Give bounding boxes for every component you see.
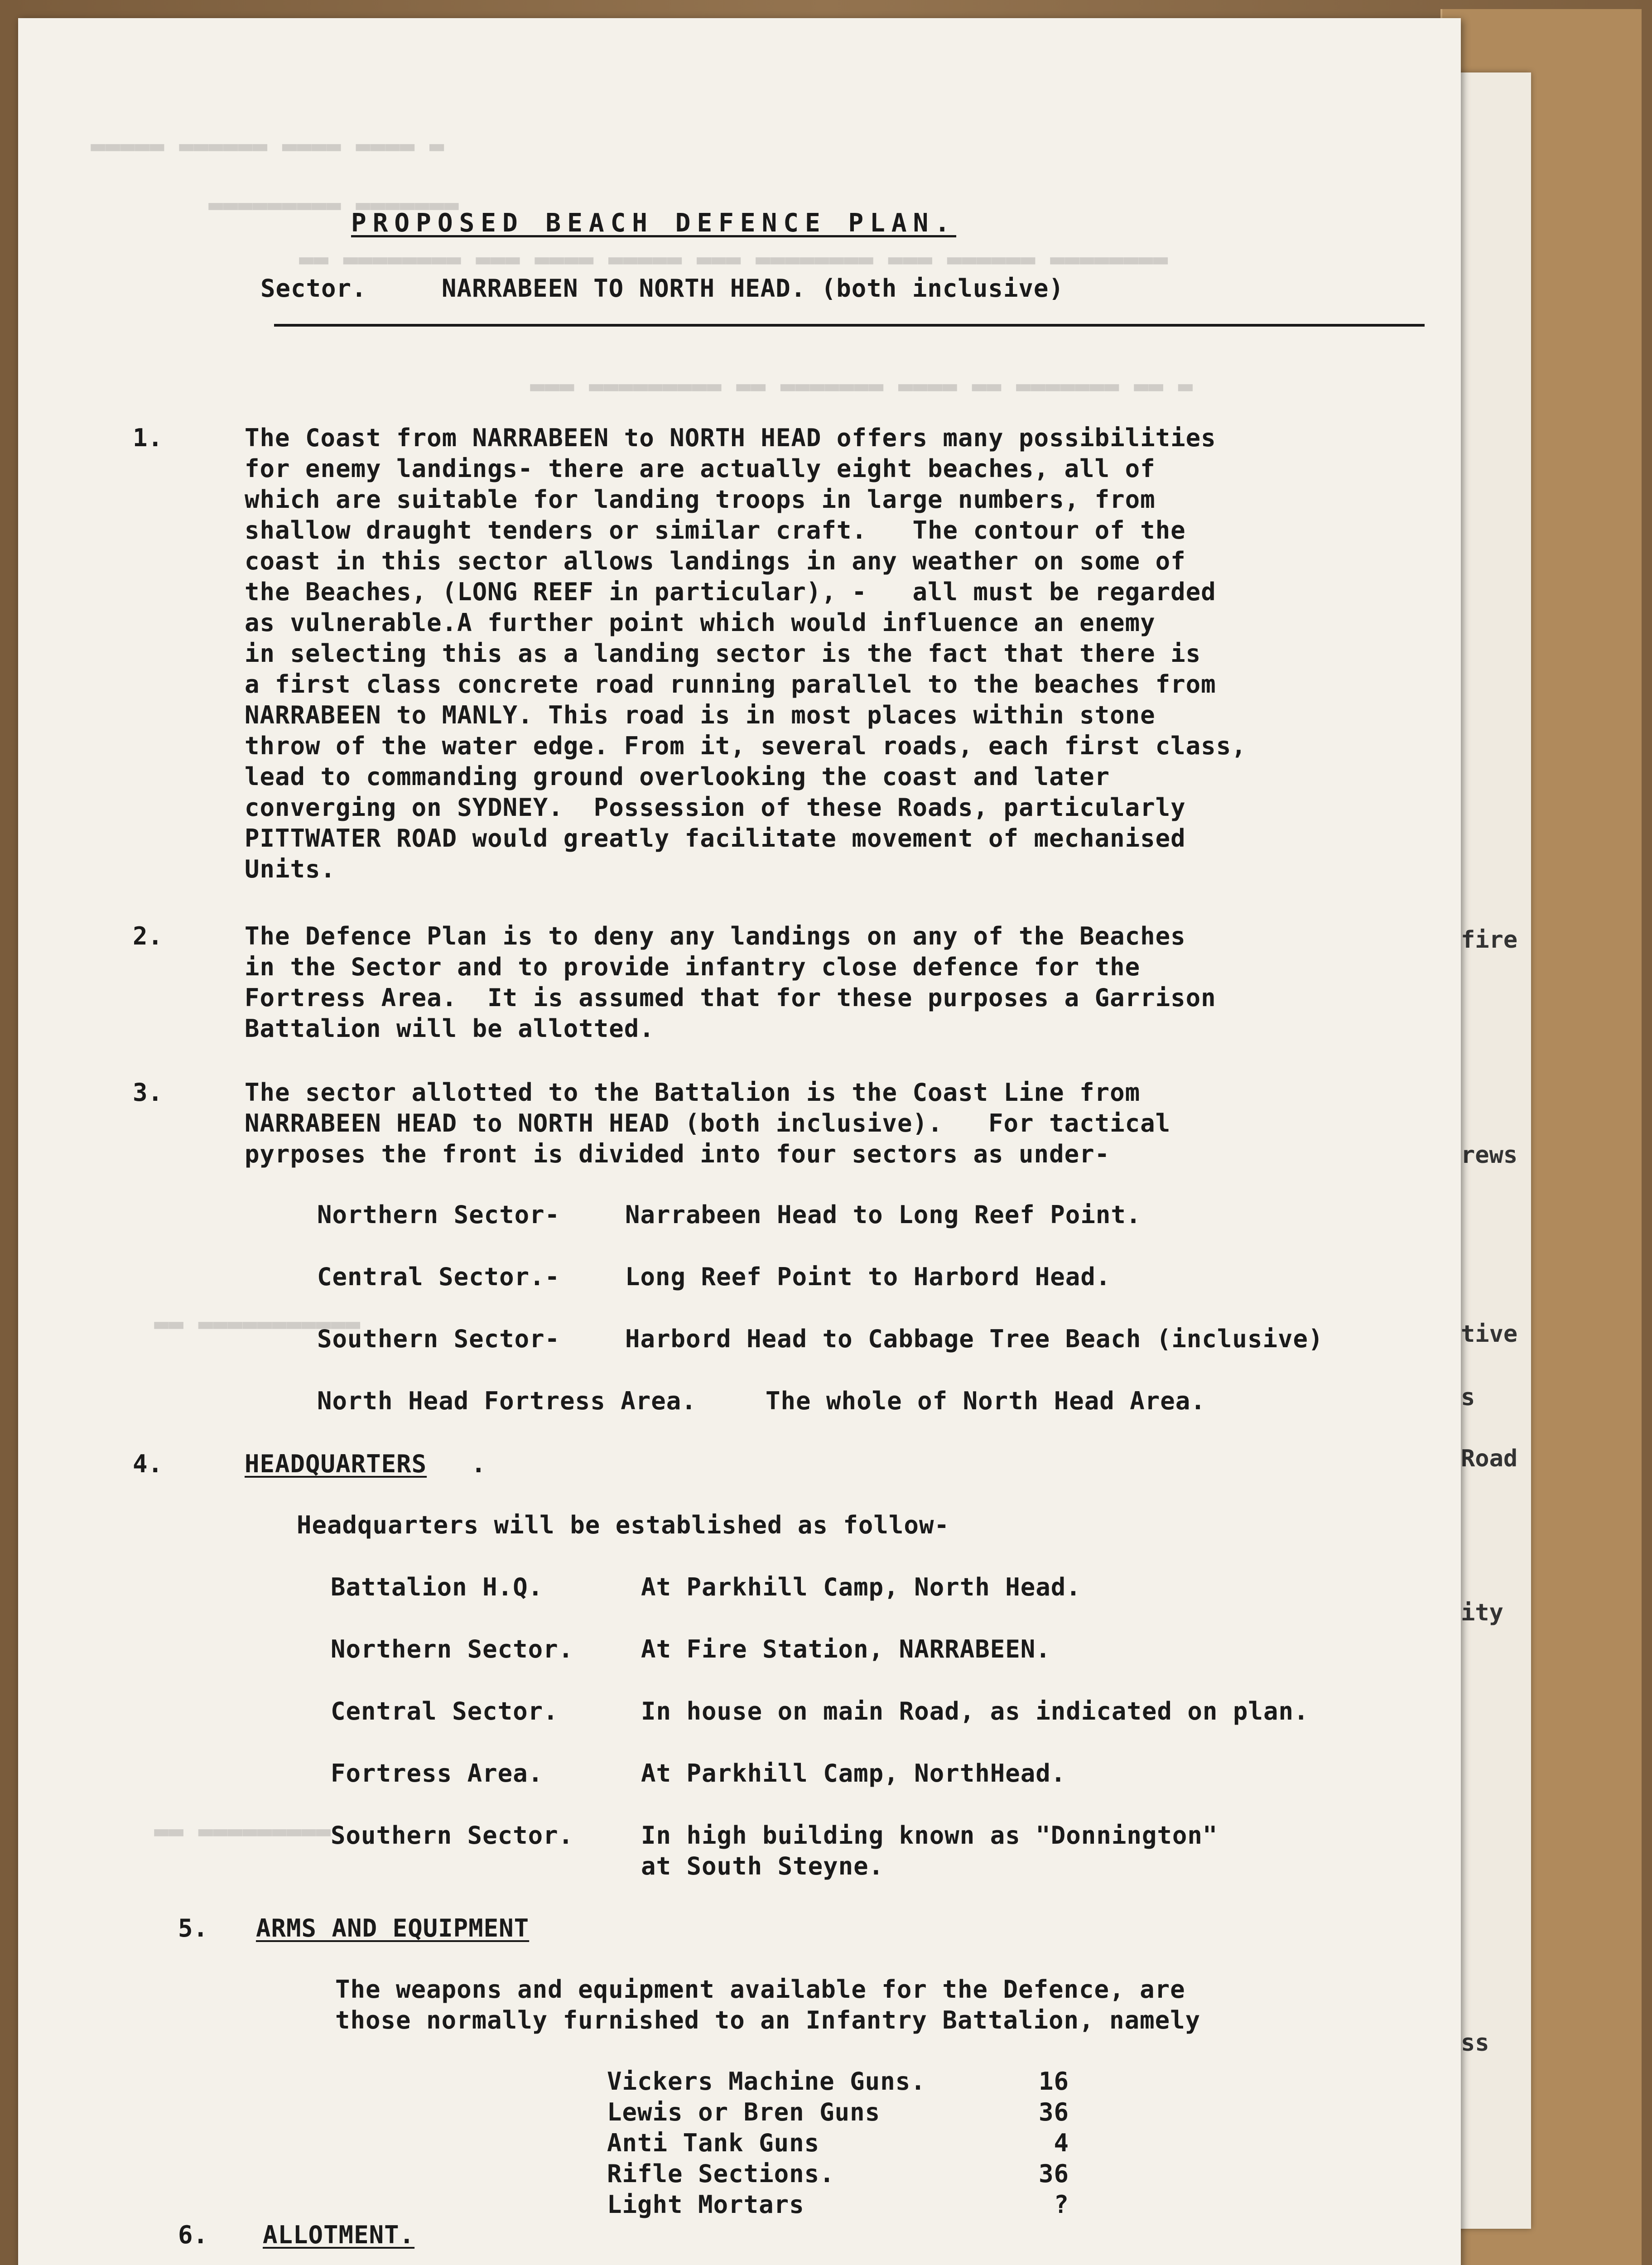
section-heading: ARMS AND EQUIPMENT xyxy=(256,1914,530,1942)
hq-label: Southern Sector. xyxy=(331,1821,574,1850)
paragraph-1-line: PITTWATER ROAD would greatly facilitate movement of mechanised xyxy=(245,824,1186,853)
sector-name: Southern Sector- xyxy=(317,1325,560,1353)
paragraph-1-line: The Coast from NARRABEEN to NORTH HEAD offers many possibilities xyxy=(245,424,1216,452)
paragraph-3-line: pyrposes the front is divided into four sectors as under- xyxy=(245,1140,1110,1168)
paragraph-5-line: The weapons and equipment available for the Defence, are xyxy=(335,1975,1185,2004)
paragraph-number: 2. xyxy=(132,922,163,950)
paragraph-1-line: Units. xyxy=(245,855,336,883)
paragraph-number: 6. xyxy=(178,2221,208,2249)
bleed-through-text: ▬▬ ▬▬▬▬▬▬▬▬ ▬▬▬ ▬▬▬▬ ▬▬▬▬▬ ▬▬▬ ▬▬▬▬▬▬▬▬ ▬▬▬ ▬▬▬▬▬▬ ▬▬▬▬▬▬▬▬ xyxy=(299,245,1168,273)
paragraph-2-line: Fortress Area. It is assumed that for these purposes a Garrison xyxy=(245,983,1216,1012)
hq-label: Central Sector. xyxy=(331,1697,559,1725)
hq-location: In high building known as "Donnington" xyxy=(641,1821,1218,1850)
typed-page xyxy=(18,18,1461,2265)
edge-fragment: tive xyxy=(1461,1320,1518,1348)
edge-fragment: s xyxy=(1461,1384,1475,1411)
hq-location: At Fire Station, NARRABEEN. xyxy=(641,1635,1051,1663)
paragraph-number: 1. xyxy=(132,424,163,452)
hq-location: At Parkhill Camp, NorthHead. xyxy=(641,1759,1066,1788)
edge-fragment: rews xyxy=(1461,1142,1518,1169)
paragraph-1-line: coast in this sector allows landings in any weather on some of xyxy=(245,547,1186,575)
paragraph-1-line: throw of the water edge. From it, several roads, each first class, xyxy=(245,732,1247,760)
edge-fragment: fire xyxy=(1461,926,1518,954)
hq-label: Northern Sector. xyxy=(331,1635,574,1663)
equipment-qty: ? xyxy=(1054,2190,1069,2219)
sector-detail: Long Reef Point to Harbord Head. xyxy=(625,1263,1111,1291)
sector-name: Northern Sector- xyxy=(317,1200,560,1229)
bleed-through-text: ▬▬▬▬▬▬▬▬▬ ▬▬▬▬▬▬▬ xyxy=(208,190,459,219)
sector-label: Sector. xyxy=(260,274,367,303)
equipment-item: Vickers Machine Guns. xyxy=(607,2067,926,2096)
sector-detail: Narrabeen Head to Long Reef Point. xyxy=(625,1200,1141,1229)
sector-name: North Head Fortress Area. xyxy=(317,1387,697,1415)
paragraph-1-line: converging on SYDNEY. Possession of these Roads, particularly xyxy=(245,793,1186,822)
edge-fragment: ss xyxy=(1461,2029,1489,2057)
hq-intro: Headquarters will be established as follow- xyxy=(297,1511,949,1539)
section-heading: ALLOTMENT. xyxy=(263,2221,415,2249)
page-title: PROPOSED BEACH DEFENCE PLAN. xyxy=(351,208,957,238)
paragraph-1-line: in selecting this as a landing sector is the fact that there is xyxy=(245,639,1201,668)
sector-value: NARRABEEN TO NORTH HEAD. (both inclusive) xyxy=(442,274,1064,303)
paragraph-2-line: in the Sector and to provide infantry close defence for the xyxy=(245,953,1141,981)
paragraph-5-line: those normally furnished to an Infantry Battalion, namely xyxy=(335,2006,1201,2034)
equipment-qty: 4 xyxy=(1054,2129,1069,2157)
equipment-qty: 16 xyxy=(1038,2067,1069,2096)
edge-fragment: ity xyxy=(1461,1599,1503,1626)
sector-detail: Harbord Head to Cabbage Tree Beach (inclusive) xyxy=(625,1325,1324,1353)
heading-suffix: . xyxy=(471,1450,486,1478)
hq-location: At Parkhill Camp, North Head. xyxy=(641,1573,1081,1601)
paragraph-1-line: as vulnerable.A further point which would influence an enemy xyxy=(245,608,1156,637)
bleed-through-text: ▬▬ ▬▬▬▬▬▬▬▬▬ xyxy=(154,1817,331,1845)
equipment-qty: 36 xyxy=(1038,2159,1069,2188)
edge-fragment: Road xyxy=(1461,1445,1518,1472)
paragraph-1-line: shallow draught tenders or similar craft. The contour of the xyxy=(245,516,1186,545)
paragraph-number: 5. xyxy=(178,1914,208,1942)
hq-location: In house on main Road, as indicated on plan. xyxy=(641,1697,1309,1725)
bleed-through-text: ▬▬▬▬▬ ▬▬▬▬▬▬ ▬▬▬▬ ▬▬▬▬ ▬ xyxy=(91,131,444,160)
hq-label: Battalion H.Q. xyxy=(331,1573,544,1601)
heading-rule xyxy=(274,324,1425,327)
paragraph-3-line: NARRABEEN HEAD to NORTH HEAD (both inclusive). For tactical xyxy=(245,1109,1171,1137)
section-heading: HEADQUARTERS xyxy=(245,1450,427,1478)
equipment-item: Light Mortars xyxy=(607,2190,804,2219)
bleed-through-text: ▬▬▬ ▬▬▬▬▬▬▬▬▬ ▬▬ ▬▬▬▬▬▬▬ ▬▬▬▬ ▬▬ ▬▬▬▬▬▬▬ ▬▬ ▬ xyxy=(530,371,1193,400)
paragraph-2-line: The Defence Plan is to deny any landings on any of the Beaches xyxy=(245,922,1186,950)
paragraph-number: 3. xyxy=(132,1078,163,1107)
paragraph-1-line: a first class concrete road running parallel to the beaches from xyxy=(245,670,1216,699)
paragraph-1-line: for enemy landings- there are actually eight beaches, all of xyxy=(245,454,1156,483)
paragraph-number: 4. xyxy=(132,1450,163,1478)
equipment-item: Anti Tank Guns xyxy=(607,2129,820,2157)
paragraph-1-line: which are suitable for landing troops in large numbers, from xyxy=(245,485,1156,514)
paragraph-1-line: NARRABEEN to MANLY. This road is in most places within stone xyxy=(245,701,1156,729)
paragraph-1-line: the Beaches, (LONG REEF in particular), - all must be regarded xyxy=(245,578,1216,606)
sector-detail: The whole of North Head Area. xyxy=(766,1387,1206,1415)
hq-label: Fortress Area. xyxy=(331,1759,544,1788)
paragraph-2-line: Battalion will be allotted. xyxy=(245,1014,655,1043)
paragraph-3-line: The sector allotted to the Battalion is the Coast Line from xyxy=(245,1078,1141,1107)
paragraph-1-line: lead to commanding ground overlooking the coast and later xyxy=(245,762,1110,791)
bleed-through-text: ▬▬ ▬▬▬▬▬▬▬▬▬▬▬ xyxy=(154,1309,361,1338)
equipment-item: Lewis or Bren Guns xyxy=(607,2098,881,2126)
equipment-item: Rifle Sections. xyxy=(607,2159,835,2188)
sector-name: Central Sector.- xyxy=(317,1263,560,1291)
hq-location: at South Steyne. xyxy=(641,1852,884,1880)
equipment-qty: 36 xyxy=(1038,2098,1069,2126)
